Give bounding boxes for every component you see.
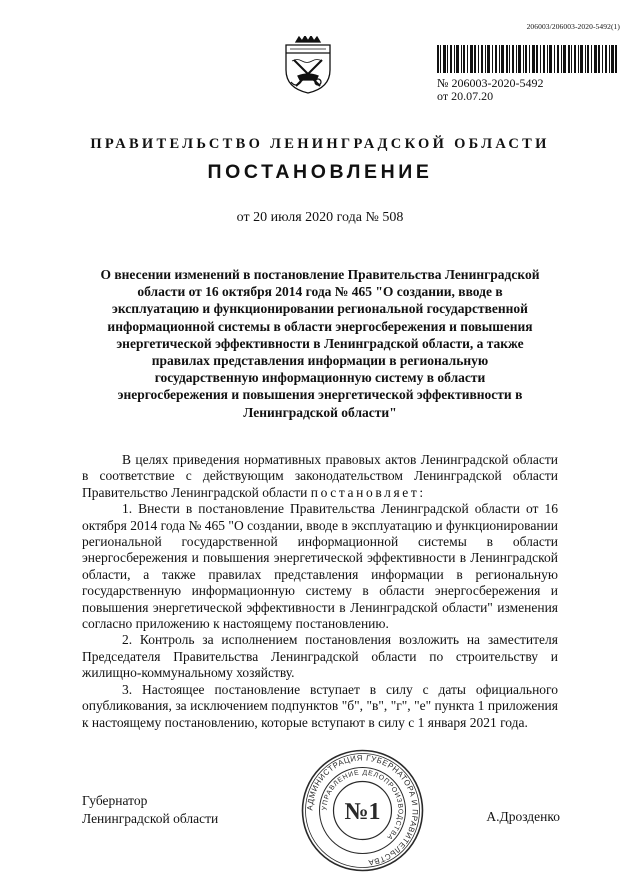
document-date-number: от 20 июля 2020 года № 508 bbox=[236, 210, 404, 225]
signatory-position-line-2: Ленинградской области bbox=[82, 810, 219, 826]
seal-inner-text: УПРАВЛЕНИЕ ДЕЛОПРОИЗВОДСТВА bbox=[321, 769, 404, 842]
seal-outer-text: АДМИНИСТРАЦИЯ ГУБЕРНАТОРА И ПРАВИТЕЛЬСТВА bbox=[305, 753, 420, 868]
document-body bbox=[82, 452, 558, 731]
signatory-position-line-1: Губернатор bbox=[82, 793, 148, 808]
document-type: ПОСТАНОВЛЕНИЕ bbox=[207, 161, 433, 183]
signatory-position bbox=[82, 792, 218, 827]
item-3-paragraph: 3. Настоящее постановление вступает в силу с даты официального опубликования, за исключением подпунктов "б", "в", "г", "е" пункта 1 приложения к настоящему постановлению, которые вступают в силу с 1 января 2021 года. bbox=[82, 681, 558, 730]
preamble-paragraph bbox=[82, 452, 558, 501]
official-seal-stamp bbox=[300, 748, 425, 873]
registration-info bbox=[437, 77, 543, 103]
preamble-text: В целях приведения нормативных правовых актов Ленинградской области в соответствие с действующим законодательством Ленинградской области Правительство Ленинградской области bbox=[82, 452, 558, 500]
signatory-name: А.Дрозденко bbox=[486, 809, 560, 824]
document-subject: О внесении изменений в постановление Правительства Ленинградской области от 16 октября 2014 года № 465 "О создании, вводе в эксплуатацию и функционировании региональной государственной информационной системы в области энергосбережения и повышения энергетической эффективности в Ленинградской области, а также правилах представления информации в региональную государственную информационную систему в области энергосбережения и повышения энергетической эффективности в Ленинградской области" bbox=[100, 267, 540, 420]
coat-of-arms-emblem bbox=[276, 36, 340, 94]
item-1-paragraph: 1. Внести в постановление Правительства Ленинградской области от 16 октября 2014 года № 465 "О создании, вводе в эксплуатацию и функционировании региональной государственной информационной системы в области энергосбережения и повышения энергетической эффективности в Ленинградской области, а также правилах представления информации в региональную государственную информационную систему в области энергосбережения и повышения энергетической эффективности в Ленинградской области" изменения согласно приложению к настоящему постановлению. bbox=[82, 501, 558, 632]
barcode bbox=[437, 45, 617, 73]
seal-number: №1 bbox=[344, 799, 381, 825]
resolution-word: постановляет: bbox=[310, 484, 426, 500]
government-title: ПРАВИТЕЛЬСТВО ЛЕНИНГРАДСКОЙ ОБЛАСТИ bbox=[90, 136, 550, 152]
document-id: 206003/206003-2020-5492(1) bbox=[526, 22, 620, 31]
registration-date: от 20.07.20 bbox=[437, 89, 494, 103]
registration-number: № 206003-2020-5492 bbox=[437, 76, 544, 90]
item-2-paragraph: 2. Контроль за исполнением постановления возложить на заместителя Председателя Правительства Ленинградской области по строительству и жилищно-коммунальному хозяйству. bbox=[82, 632, 558, 681]
